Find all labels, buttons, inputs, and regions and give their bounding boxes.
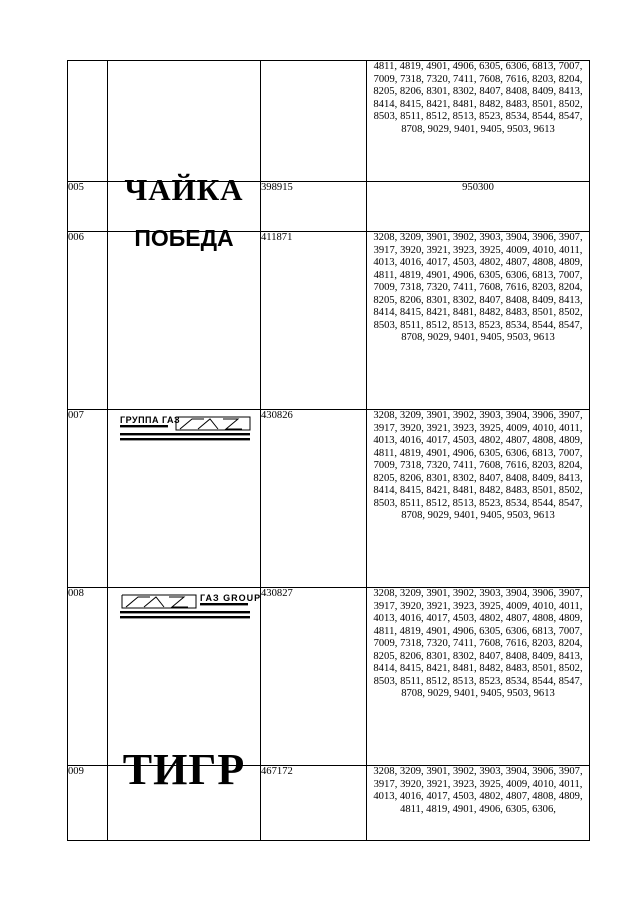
product-codes: 950300 [367, 182, 590, 232]
product-codes: 4811, 4819, 4901, 4906, 6305, 6306, 6813, 7007, 7009, 7318, 7320, 7411, 7608, 7616, 8203, 8204, 8205, 8206, 8301, 8302, 8407, 8408, 8409, 8413, 8414, 8415, 8421, 8481, 8482, 8483, 8501, 8502, 8503, 8511, 8512, 8513, 8523, 8534, 8544, 8547, 8708, 9029, 9401, 9405, 9503, 9613 [367, 61, 590, 182]
svg-text:ГАЗ GROUP: ГАЗ GROUP [200, 593, 262, 603]
product-codes: 3208, 3209, 3901, 3902, 3903, 3904, 3906, 3907, 3917, 3920, 3921, 3923, 3925, 4009, 4010, 4011, 4013, 4016, 4017, 4503, 4802, 4807, 4808, 4809, 4811, 4819, 4901, 4906, 6305, 6306, 6813, 7007, 7009, 7318, 7320, 7411, 7608, 7616, 8203, 8204, 8205, 8206, 8301, 8302, 8407, 8408, 8409, 8413, 8414, 8415, 8421, 8481, 8482, 8483, 8501, 8502, 8503, 8511, 8512, 8513, 8523, 8534, 8544, 8547, 8708, 9029, 9401, 9405, 9503, 9613 [367, 410, 590, 588]
product-codes: 3208, 3209, 3901, 3902, 3903, 3904, 3906, 3907, 3917, 3920, 3921, 3923, 3925, 4009, 4010, 4011, 4013, 4016, 4017, 4503, 4802, 4807, 4808, 4809, 4811, 4819, 4901, 4906, 6305, 6306, [367, 766, 590, 841]
registration-number: 398915 [261, 182, 367, 232]
row-number: 008 [68, 588, 108, 766]
logo-tigr: ТИГР [122, 745, 246, 794]
trademark-logo [108, 172, 261, 232]
registration-number: 430827 [261, 588, 367, 766]
logo-pobeda: ПОБЕДА [134, 225, 234, 251]
registration-number [261, 61, 367, 182]
table-row [68, 410, 590, 588]
table-row [68, 61, 590, 182]
row-number: 006 [68, 232, 108, 410]
logo-chaika: ЧАЙКА [124, 172, 244, 207]
table-row [68, 182, 590, 232]
table-row [68, 766, 590, 841]
trademark-logo [108, 745, 261, 841]
row-number: 009 [68, 766, 108, 841]
trademark-table [67, 60, 590, 841]
trademark-logo [108, 410, 261, 588]
svg-text:ГРУППА ГАЗ: ГРУППА ГАЗ [120, 415, 181, 425]
logo-gaz-group [120, 592, 262, 622]
product-codes: 3208, 3209, 3901, 3902, 3903, 3904, 3906, 3907, 3917, 3920, 3921, 3923, 3925, 4009, 4010, 4011, 4013, 4016, 4017, 4503, 4802, 4807, 4808, 4809, 4811, 4819, 4901, 4906, 6305, 6306, 6813, 7007, 7009, 7318, 7320, 7411, 7608, 7616, 8203, 8204, 8205, 8206, 8301, 8302, 8407, 8408, 8409, 8413, 8414, 8415, 8421, 8481, 8482, 8483, 8501, 8502, 8503, 8511, 8512, 8513, 8523, 8534, 8544, 8547, 8708, 9029, 9401, 9405, 9503, 9613 [367, 232, 590, 410]
logo-gruppa-gaz [120, 414, 252, 444]
trademark-logo [108, 588, 261, 766]
row-number [68, 61, 108, 182]
trademark-logo [108, 225, 261, 410]
table-row [68, 588, 590, 766]
row-number: 007 [68, 410, 108, 588]
product-codes: 3208, 3209, 3901, 3902, 3903, 3904, 3906, 3907, 3917, 3920, 3921, 3923, 3925, 4009, 4010, 4011, 4013, 4016, 4017, 4503, 4802, 4807, 4808, 4809, 4811, 4819, 4901, 4906, 6305, 6306, 6813, 7007, 7009, 7318, 7320, 7411, 7608, 7616, 8203, 8204, 8205, 8206, 8301, 8302, 8407, 8408, 8409, 8413, 8414, 8415, 8421, 8481, 8482, 8483, 8501, 8502, 8503, 8511, 8512, 8513, 8523, 8534, 8544, 8547, 8708, 9029, 9401, 9405, 9503, 9613 [367, 588, 590, 766]
registration-number: 411871 [261, 232, 367, 410]
trademark-logo [108, 61, 261, 182]
row-number: 005 [68, 182, 108, 232]
registration-number: 467172 [261, 766, 367, 841]
table-row [68, 232, 590, 410]
registration-number: 430826 [261, 410, 367, 588]
